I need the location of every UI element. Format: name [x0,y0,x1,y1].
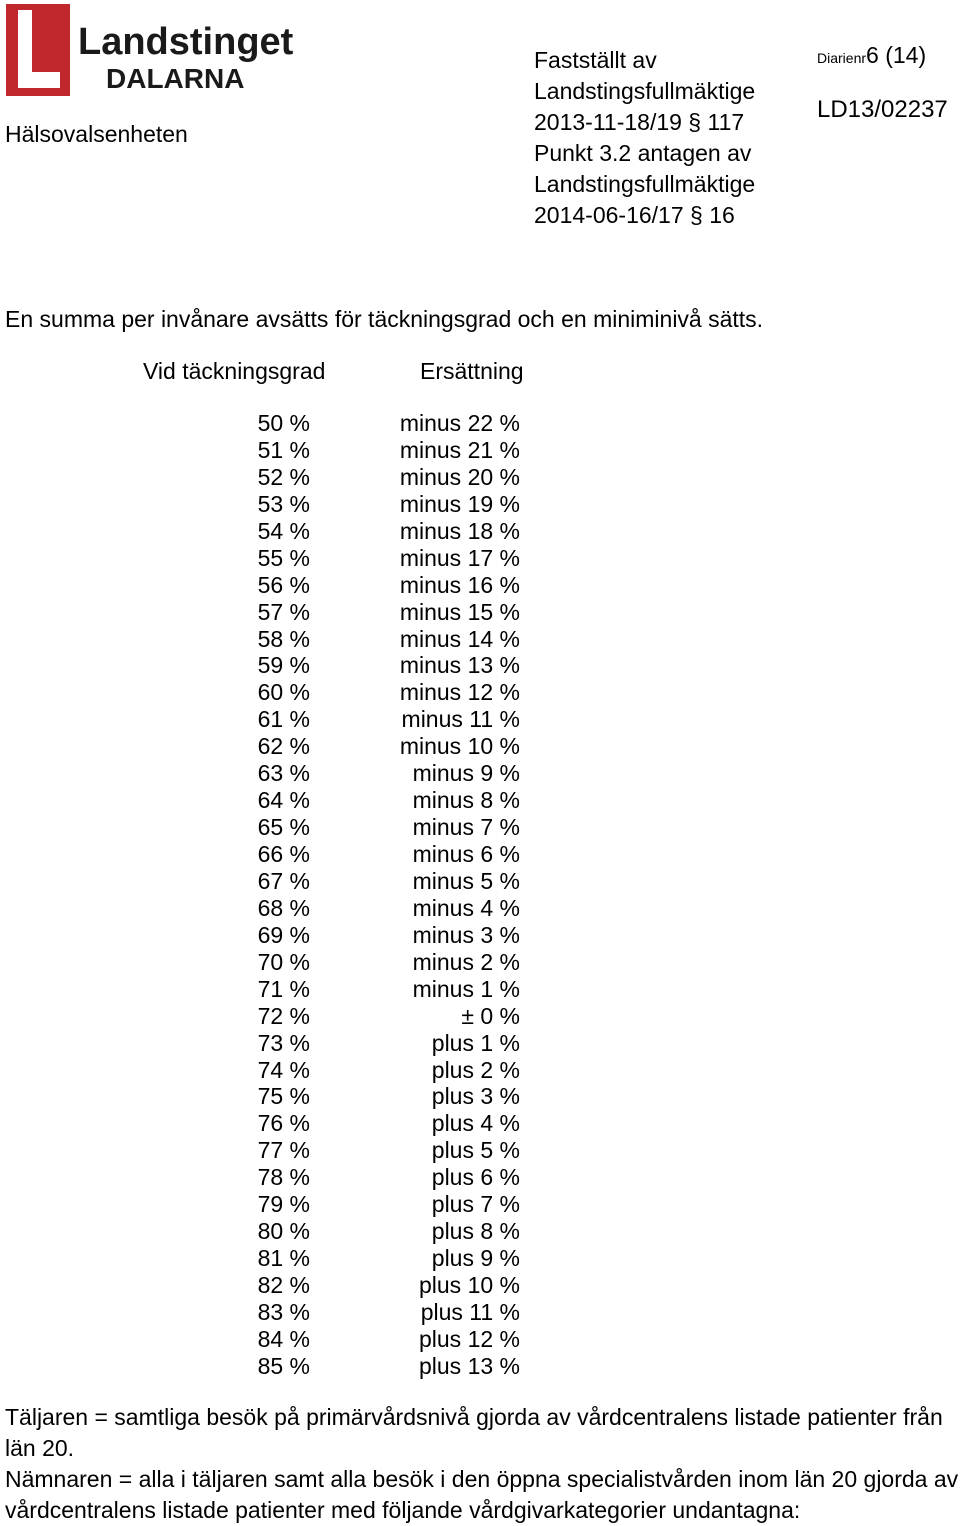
denominator-definition: Nämnaren = alla i täljaren samt alla besök i den öppna specialistvården inom län 20 gjorda av vårdcentralens listade patienter med följande vårdgivarkategorier undantagna: [5,1466,959,1523]
table-row [0,814,960,841]
coverage-value: 64 % [257,787,310,814]
diarienr-label: Diarienr [817,50,867,66]
coverage-value: 84 % [257,1325,310,1352]
compensation-value: minus 9 % [412,760,520,787]
table-row [0,1299,960,1326]
table-row [0,652,960,679]
compensation-value: minus 4 % [412,894,520,921]
document-number: LD13/02237 [817,96,948,123]
decision-line: Punkt 3.2 antagen av [534,140,752,166]
compensation-value: minus 10 % [399,733,520,760]
logo-line1: Landstinget [78,21,294,63]
compensation-value: minus 16 % [399,571,520,598]
coverage-value: 50 % [257,410,310,436]
compensation-value: minus 5 % [412,867,520,894]
landstinget-dalarna-logo [4,2,294,98]
coverage-value: 53 % [257,490,310,517]
coverage-value: 82 % [257,1272,310,1298]
compensation-value: minus 19 % [399,490,520,517]
compensation-value: plus 5 % [431,1137,520,1164]
compensation-value: plus 13 % [418,1352,520,1379]
table-row [0,1164,960,1191]
compensation-value: minus 13 % [399,652,520,679]
intro-paragraph: En summa per invånare avsätts för täckningsgrad och en miniminivå sätts. [5,306,764,332]
coverage-table [0,410,960,1380]
coverage-value: 57 % [257,598,310,625]
coverage-value: 75 % [257,1083,310,1110]
coverage-value: 79 % [257,1191,310,1218]
table-row [0,922,960,949]
coverage-value: 68 % [257,894,310,921]
table-row [0,1353,960,1380]
decision-block [534,45,755,231]
table-row [0,626,960,653]
coverage-value: 77 % [257,1137,310,1164]
table-row [0,572,960,599]
compensation-value: plus 3 % [431,1083,520,1110]
coverage-value: 61 % [257,706,310,733]
table-row [0,679,960,706]
compensation-value: plus 9 % [431,1245,520,1272]
compensation-value: plus 6 % [431,1164,520,1191]
table-row [0,841,960,868]
compensation-value: plus 11 % [420,1298,520,1325]
table-header-coverage: Vid täckningsgrad [143,358,326,384]
table-row [0,1326,960,1353]
page-indicator: 6 (14) [866,42,927,68]
compensation-value: ± 0 % [461,1002,520,1029]
table-row [0,1110,960,1137]
coverage-value: 70 % [257,948,310,975]
table-row [0,1191,960,1218]
compensation-value: minus 22 % [399,410,520,436]
table-row [0,949,960,976]
compensation-value: minus 15 % [399,598,520,625]
table-row [0,1137,960,1164]
table-row [0,760,960,787]
compensation-value: minus 17 % [399,544,520,571]
coverage-value: 62 % [257,733,310,760]
logo-line2: DALARNA [106,63,245,94]
compensation-value: minus 11 % [401,706,520,733]
table-row [0,410,960,437]
decision-line: Fastställt av [534,47,657,73]
compensation-value: minus 3 % [412,921,520,948]
coverage-value: 78 % [257,1164,310,1191]
table-row [0,706,960,733]
table-row [0,437,960,464]
compensation-value: minus 8 % [412,787,520,814]
coverage-value: 74 % [257,1056,310,1083]
table-row [0,1083,960,1110]
page-number [817,42,926,69]
compensation-value: plus 12 % [418,1325,520,1352]
table-row [0,1272,960,1299]
coverage-value: 80 % [257,1218,310,1245]
coverage-value: 69 % [257,921,310,948]
coverage-value: 54 % [257,517,310,544]
coverage-value: 60 % [257,679,310,706]
table-row [0,518,960,545]
compensation-value: minus 20 % [399,463,520,490]
coverage-value: 72 % [257,1002,310,1029]
table-row [0,1057,960,1084]
compensation-value: plus 10 % [418,1272,520,1298]
coverage-value: 55 % [257,544,310,571]
compensation-value: minus 12 % [399,679,520,706]
decision-line: 2014-06-16/17 § 16 [534,202,735,228]
table-row [0,1003,960,1030]
coverage-value: 56 % [257,571,310,598]
coverage-value: 65 % [257,814,310,841]
compensation-value: plus 4 % [431,1110,520,1137]
compensation-value: plus 2 % [431,1056,520,1083]
compensation-value: minus 2 % [412,948,520,975]
coverage-value: 59 % [257,652,310,679]
coverage-value: 67 % [257,867,310,894]
table-row [0,1218,960,1245]
table-row [0,895,960,922]
table-row [0,1030,960,1057]
coverage-value: 83 % [257,1298,310,1325]
coverage-value: 63 % [257,760,310,787]
compensation-value: plus 8 % [431,1218,520,1245]
numerator-definition: Täljaren = samtliga besök på primärvårdsnivå gjorda av vårdcentralens listade patienter från län 20. [5,1404,943,1461]
coverage-value: 58 % [257,625,310,652]
decision-line: Landstingsfullmäktige [534,78,756,104]
compensation-value: minus 6 % [412,841,520,867]
coverage-value: 73 % [257,1029,310,1056]
coverage-value: 66 % [257,841,310,867]
coverage-value: 81 % [257,1245,310,1272]
logo-mark-icon [4,2,294,98]
compensation-value: plus 1 % [431,1029,520,1056]
compensation-value: plus 7 % [431,1191,520,1218]
coverage-value: 51 % [257,436,310,463]
compensation-value: minus 21 % [399,436,520,463]
coverage-value: 85 % [257,1352,310,1379]
compensation-value: minus 1 % [412,975,520,1002]
table-header-compensation: Ersättning [420,358,524,384]
table-row [0,491,960,518]
coverage-value: 52 % [257,463,310,490]
unit-name: Hälsovalsenheten [5,121,188,147]
coverage-value: 71 % [257,975,310,1002]
table-row [0,787,960,814]
table-row [0,464,960,491]
compensation-value: minus 18 % [399,517,520,544]
table-row [0,868,960,895]
table-row [0,599,960,626]
compensation-value: minus 14 % [399,625,520,652]
table-row [0,733,960,760]
table-row [0,1245,960,1272]
decision-line: Landstingsfullmäktige [534,171,756,197]
coverage-value: 76 % [257,1110,310,1137]
decision-line: 2013-11-18/19 § 117 [534,109,745,135]
table-row [0,976,960,1003]
compensation-value: minus 7 % [412,814,520,841]
table-row [0,545,960,572]
